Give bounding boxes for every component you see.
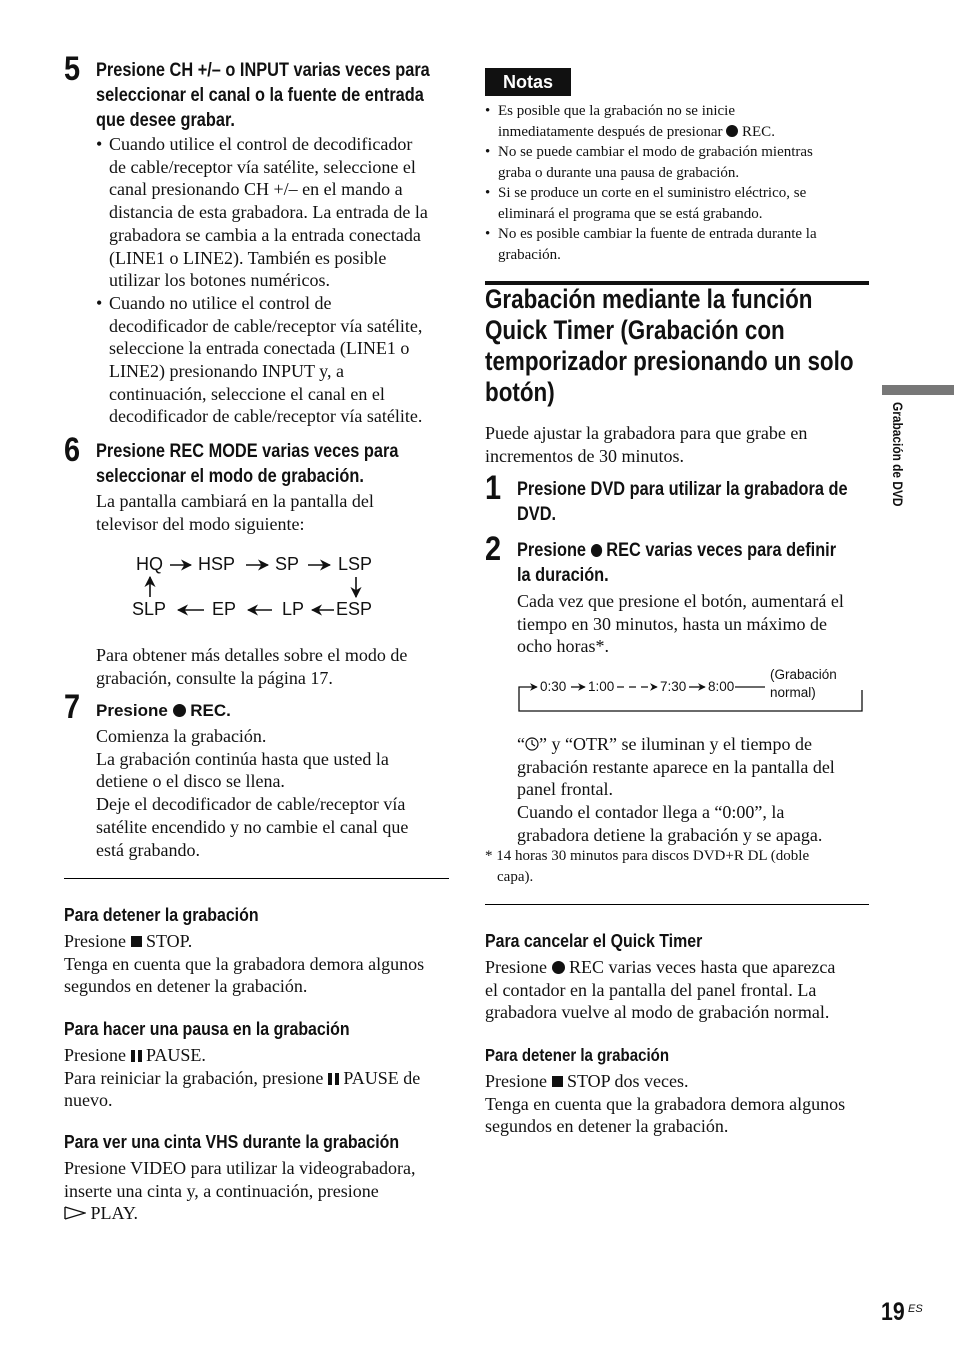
- mode-label: SLP: [132, 599, 167, 619]
- stop-section: Para detener la grabación Presione STOP. Tenga en cuenta que la grabadora demora algunos segundos en detener la grabación.: [64, 904, 425, 997]
- footnote: * 14 horas 30 minutos para discos DVD+R DL (doble capa).: [485, 848, 810, 885]
- intro-text: Puede ajustar la grabadora para que grabe en incrementos de 30 minutos.: [485, 423, 808, 466]
- notes-list: [485, 101, 875, 265]
- mode-label: HSP: [198, 554, 236, 574]
- step-2-body: Cada vez que presione el botón, aumentará el tiempo en 30 minutos, hasta un máximo de ocho horas*.: [517, 591, 844, 657]
- step-number: 6: [64, 431, 81, 469]
- step-7-body: Comienza la grabación. La grabación continúa hasta que usted la detiene o el disco se llena. Deje el decodificador de cable/receptor vía satélite encendido y no cambie el canal que está grabando.: [96, 726, 409, 860]
- step-title: DVD.: [517, 504, 557, 525]
- timeline-value: 1:00: [588, 679, 615, 694]
- step-title: Presione DVD para utilizar la grabadora de: [517, 479, 848, 500]
- rec-icon: [173, 704, 186, 717]
- rec-icon: [726, 125, 738, 137]
- step-title: la duración.: [517, 565, 609, 586]
- timeline-value: 7:30: [660, 679, 687, 694]
- rec-icon: [552, 961, 565, 974]
- step-number: 1: [485, 469, 502, 507]
- step-title: seleccionar el modo de grabación.: [96, 466, 364, 487]
- section-title: Grabación mediante la función Quick Timer (Grabación con temporizador presionando un solo botón): [485, 284, 854, 407]
- timeline-value: 0:30: [540, 679, 567, 694]
- note-item: • Es posible que la grabación no se inicie inmediatamente después de presionar REC.: [485, 103, 775, 140]
- section-heading: Para hacer una pausa en la grabación: [64, 1018, 350, 1039]
- step-title: Presione CH +/– o INPUT varias veces para: [96, 60, 430, 81]
- page-number: 19 ES: [881, 1298, 923, 1326]
- mode-label: SP: [275, 554, 300, 574]
- section-heading: Para detener la grabación: [485, 1045, 670, 1065]
- section-heading: Para cancelar el Quick Timer: [485, 930, 703, 951]
- step-6-after: Para obtener más detalles sobre el modo de grabación, consulte la página 17.: [96, 645, 408, 688]
- rec-mode-diagram: [128, 550, 388, 630]
- step-2-after: “ ” y “OTR” se iluminan y el tiempo de grabación restante aparece en la pantalla del panel frontal. Cuando el contador llega a “0:00”, la grabadora detiene la grabación y se apaga.: [517, 734, 835, 845]
- bullet-item: • Cuando no utilice el control de decodificador de cable/receptor vía satélite, seleccione la entrada conectada (LINE1 o LINE2) presionando INPUT y, a continuación, seleccione el canal en el decodificador de cable/receptor vía satélite.: [96, 292, 423, 427]
- timer-cycle-diagram: [517, 664, 867, 716]
- rec-icon: [591, 544, 602, 557]
- step-6-body: La pantalla cambiará en la pantalla del televisor del modo siguiente:: [96, 491, 374, 534]
- timeline-value: 8:00: [708, 679, 735, 694]
- notes-badge: Notas: [485, 68, 571, 96]
- section-heading: Para detener la grabación: [64, 904, 259, 925]
- pause-section: Para hacer una pausa en la grabación Presione PAUSE. Para reiniciar la grabación, presione PAUSE de nuevo.: [64, 1018, 421, 1111]
- mode-label: HQ: [136, 554, 163, 574]
- step-number: 2: [485, 530, 502, 568]
- mode-label: LP: [282, 599, 305, 619]
- timeline-label: (Grabación normal): [770, 667, 837, 700]
- arrows-graphic: [128, 550, 388, 630]
- side-tab-label: Grabación de DVD: [890, 402, 906, 507]
- stop-icon: [552, 1076, 563, 1087]
- step-number: 7: [64, 688, 81, 726]
- step-5-bullets: [96, 133, 456, 428]
- step-title: Presione REC.: [96, 701, 231, 720]
- note-item: • No se puede cambiar el modo de grabación mientras graba o durante una pausa de grabación.: [485, 144, 813, 181]
- step-title: que desee grabar.: [96, 110, 235, 131]
- vhs-section: Para ver una cinta VHS durante la grabación Presione VIDEO para utilizar la videograbadora, inserte una cinta y, a continuación, presione PLAY.: [64, 1131, 416, 1224]
- mode-label: LSP: [338, 554, 373, 574]
- timer-icon: [525, 737, 539, 751]
- mode-label: EP: [212, 599, 237, 619]
- pause-icon: [328, 1073, 339, 1085]
- section-heading: Para ver una cinta VHS durante la grabación: [64, 1131, 400, 1152]
- mode-label: ESP: [336, 599, 373, 619]
- step-title: seleccionar el canal o la fuente de entrada: [96, 85, 424, 106]
- side-tab-bar: [882, 385, 954, 395]
- divider: [64, 878, 449, 879]
- bullet-item: • Cuando utilice el control de decodificador de cable/receptor vía satélite, seleccione el canal presionando CH +/– en el mando a distancia de esta grabadora. La entrada de la grabadora se cambia a la entrada conectada (LINE1 o LINE2). También es posible utilizar los botones numéricos.: [96, 134, 428, 291]
- note-item: • No es posible cambiar la fuente de entrada durante la grabación.: [485, 226, 817, 263]
- play-icon: [64, 1206, 86, 1220]
- divider: [485, 904, 869, 905]
- note-item: • Si se produce un corte en el suministro eléctrico, se eliminará el programa que se está grabando.: [485, 185, 807, 222]
- step-number: 5: [64, 50, 81, 88]
- step-title: Presione REC varias veces para definir: [517, 540, 837, 561]
- cancel-section: Para cancelar el Quick Timer Presione REC varias veces hasta que aparezca el contador en la pantalla del panel frontal. La grabadora vuelve al modo de grabación normal.: [485, 930, 836, 1023]
- pause-icon: [131, 1050, 142, 1062]
- stop-icon: [131, 936, 142, 947]
- stop-section-2: Para detener la grabación Presione STOP dos veces. Tenga en cuenta que la grabadora demora algunos segundos en detener la grabación.: [485, 1045, 846, 1137]
- step-title: Presione REC MODE varias veces para: [96, 441, 399, 462]
